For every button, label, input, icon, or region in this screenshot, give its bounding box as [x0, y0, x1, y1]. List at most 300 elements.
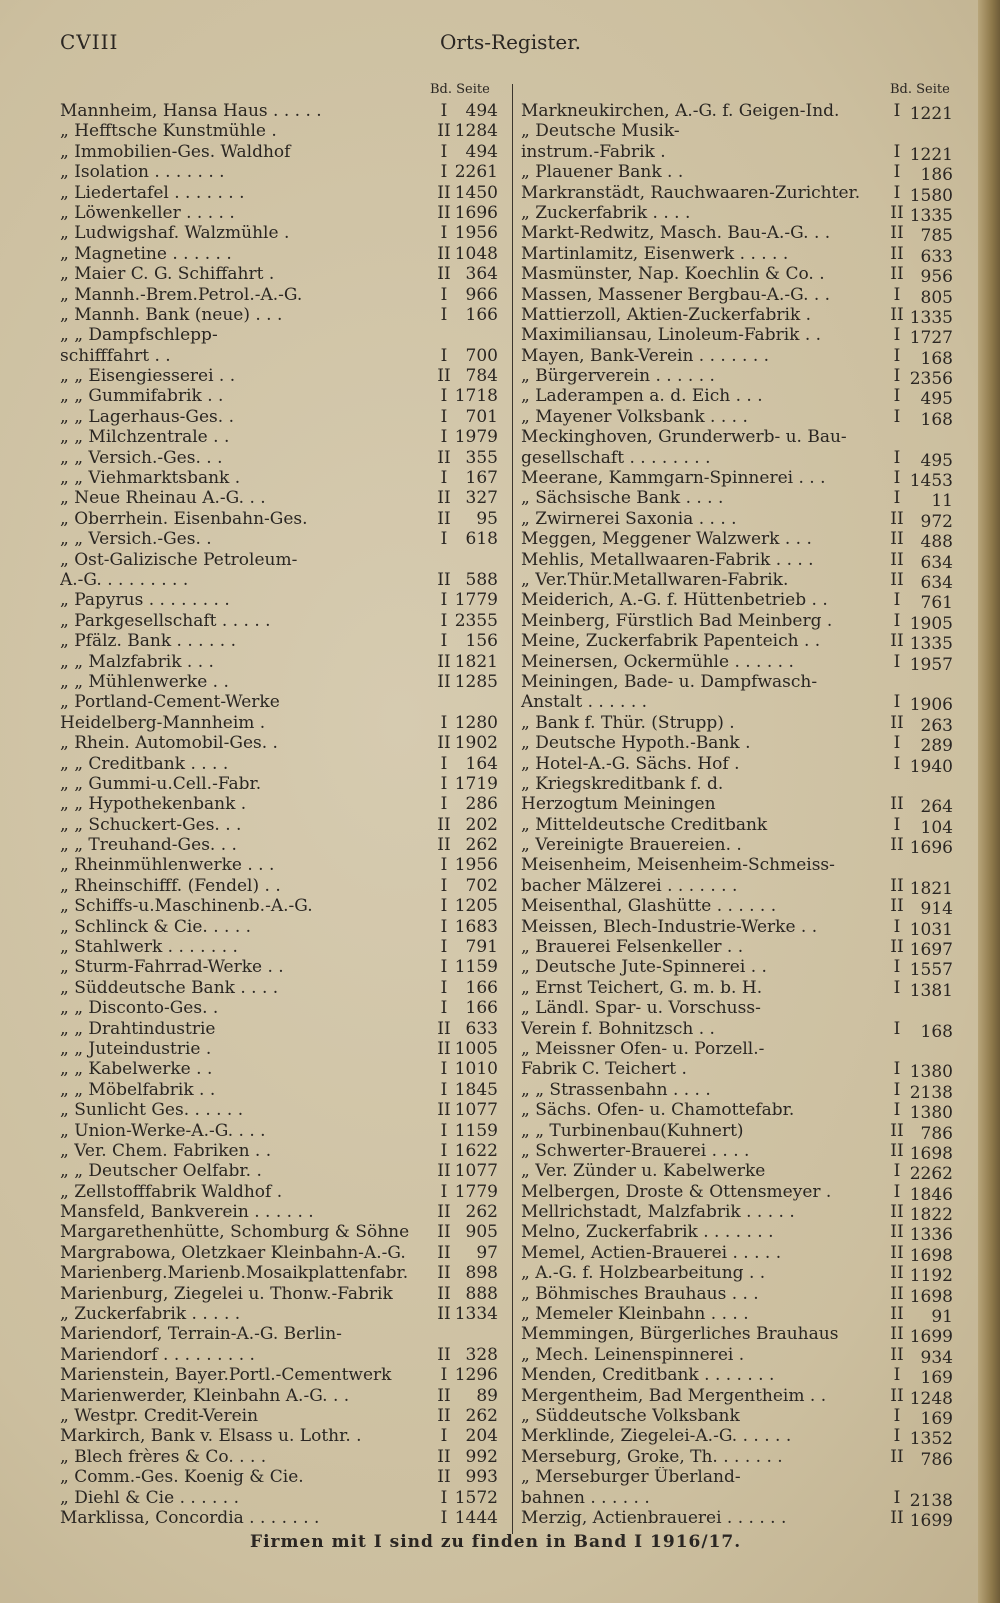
- index-entry: [60, 468, 500, 488]
- entry-volume: I: [893, 814, 901, 835]
- entry-page: 1336: [909, 1225, 953, 1246]
- entry-page: 805: [920, 287, 953, 308]
- entry-name: Marienstein, Bayer.Portl.-Cementwerk: [60, 1365, 392, 1386]
- entry-name: „ Portland-Cement-Werke: [60, 692, 280, 713]
- index-entry: [521, 916, 961, 940]
- entry-volume: II: [890, 1263, 904, 1284]
- entry-volume: I: [893, 1059, 901, 1080]
- entry-name: „ „ Lagerhaus-Ges. .: [60, 406, 234, 427]
- entry-volume: II: [437, 1283, 451, 1304]
- entry-volume: II: [890, 1324, 904, 1345]
- entry-page: 1380: [909, 1103, 953, 1124]
- entry-volume: II: [437, 1344, 451, 1365]
- index-entry: [60, 1284, 500, 1304]
- index-entry: [521, 1304, 961, 1328]
- page-edge-shadow: [978, 0, 1000, 1603]
- entry-page: 495: [920, 389, 953, 410]
- index-entry: [60, 1508, 500, 1528]
- entry-name: „ Mannh. Bank (neue) . . .: [60, 304, 283, 325]
- entry-volume: I: [440, 753, 448, 774]
- entry-page: 2261: [454, 162, 498, 183]
- page-number: CVIII: [60, 30, 119, 54]
- entry-volume: II: [437, 1467, 451, 1488]
- entry-name: „ Bürgerverein . . . . . .: [521, 366, 715, 387]
- entry-name: „ Deutsche Musik-: [521, 121, 680, 142]
- entry-page: 992: [465, 1446, 498, 1467]
- index-entry: [60, 652, 500, 672]
- entry-volume: I: [440, 916, 448, 937]
- entry-name: „ Zuckerfabrik . . . . .: [60, 1304, 241, 1325]
- entry-volume: II: [437, 1446, 451, 1467]
- entry-name: „ „ Viehmarktsbank .: [60, 468, 241, 489]
- entry-name: „ Oberrhein. Eisenbahn-Ges.: [60, 508, 308, 529]
- entry-page: 91: [931, 1307, 953, 1328]
- index-entry: [60, 1222, 500, 1242]
- index-entry: [60, 1365, 500, 1385]
- entry-name: „ „ Dampfschlepp-: [60, 325, 218, 346]
- entry-page: 1719: [454, 773, 498, 794]
- entry-volume: I: [893, 468, 901, 489]
- index-entry: [521, 937, 961, 961]
- index-entry: [521, 692, 961, 716]
- entry-page: 1822: [909, 1205, 953, 1226]
- entry-volume: II: [437, 508, 451, 529]
- left-column: [60, 101, 500, 1528]
- index-entry: [521, 774, 961, 794]
- entry-page: 966: [465, 284, 498, 305]
- index-entry: [521, 1100, 961, 1124]
- entry-page: 1285: [454, 671, 498, 692]
- entry-name: „ „ Hypothekenbank .: [60, 794, 247, 815]
- entry-name: Herzogtum Meiningen: [521, 794, 716, 815]
- entry-name: Meiningen, Bade- u. Dampfwasch-: [521, 671, 818, 692]
- entry-page: 289: [920, 736, 953, 757]
- entry-volume: I: [893, 692, 901, 713]
- index-entry: [60, 121, 500, 141]
- entry-page: 1077: [454, 1161, 498, 1182]
- entry-name: Fabrik C. Teichert .: [521, 1059, 687, 1080]
- entry-volume: I: [893, 957, 901, 978]
- entry-name: Merklinde, Ziegelei-A.-G. . . . . .: [521, 1426, 792, 1447]
- entry-page: 1557: [909, 960, 953, 981]
- index-entry: [60, 1386, 500, 1406]
- entry-name: „ Rheinschifff. (Fendel) . .: [60, 875, 281, 896]
- index-entry: [60, 142, 500, 162]
- entry-page: 618: [465, 529, 498, 550]
- entry-volume: II: [890, 1242, 904, 1263]
- entry-name: Mellrichstadt, Malzfabrik . . . . .: [521, 1202, 795, 1223]
- entry-name: Markneukirchen, A.-G. f. Geigen-Ind.: [521, 101, 840, 121]
- entry-name: „ Stahlwerk . . . . . . .: [60, 937, 238, 958]
- entry-volume: II: [890, 202, 904, 223]
- entry-volume: I: [440, 1120, 448, 1141]
- entry-page: 2262: [909, 1164, 953, 1185]
- entry-volume: II: [890, 875, 904, 896]
- entry-volume: II: [890, 937, 904, 958]
- entry-name: Merzig, Actienbrauerei . . . . . .: [521, 1507, 787, 1528]
- entry-name: gesellschaft . . . . . . . .: [521, 447, 711, 468]
- entry-page: 2138: [909, 1082, 953, 1103]
- entry-volume: II: [437, 1100, 451, 1121]
- entry-volume: II: [890, 1283, 904, 1304]
- index-entry: [521, 264, 961, 288]
- index-entry: [521, 672, 961, 692]
- entry-volume: I: [893, 651, 901, 672]
- entry-volume: II: [890, 1385, 904, 1406]
- entry-volume: I: [440, 957, 448, 978]
- entry-volume: II: [437, 569, 451, 590]
- entry-volume: II: [890, 549, 904, 570]
- entry-volume: II: [890, 1304, 904, 1325]
- entry-page: 168: [920, 1021, 953, 1042]
- index-entry: [521, 447, 961, 471]
- entry-volume: II: [437, 264, 451, 285]
- index-entry: [60, 1467, 500, 1487]
- index-entry: [521, 284, 961, 308]
- index-entry: [521, 977, 961, 1001]
- entry-name: Meisenthal, Glashütte . . . . . .: [521, 896, 777, 917]
- entry-page: 634: [920, 572, 953, 593]
- page-title: Orts-Register.: [440, 30, 581, 54]
- column-divider: [512, 84, 513, 1534]
- entry-name: „ Schwerter-Brauerei . . . .: [521, 1140, 750, 1161]
- entry-page: 634: [920, 552, 953, 573]
- entry-volume: I: [893, 1100, 901, 1121]
- entry-volume: II: [890, 1446, 904, 1467]
- index-entry: [60, 305, 500, 325]
- entry-volume: II: [437, 202, 451, 223]
- entry-name: „ Sunlicht Ges. . . . . .: [60, 1100, 244, 1121]
- entry-volume: I: [440, 794, 448, 815]
- entry-volume: I: [440, 896, 448, 917]
- entry-name: „ Isolation . . . . . . .: [60, 162, 225, 183]
- entry-name: Marienwerder, Kleinbahn A.-G. . .: [60, 1385, 350, 1406]
- entry-name: Mannheim, Hansa Haus . . . . .: [60, 101, 322, 121]
- entry-page: 1698: [909, 1286, 953, 1307]
- entry-name: „ Mech. Leinenspinnerei .: [521, 1344, 745, 1365]
- entry-name: Meinersen, Ockermühle . . . . . .: [521, 651, 794, 672]
- entry-volume: I: [440, 223, 448, 244]
- index-entry: [60, 978, 500, 998]
- entry-name: Marklissa, Concordia . . . . . . .: [60, 1507, 320, 1528]
- entry-page: 1940: [909, 756, 953, 777]
- entry-page: 784: [465, 366, 498, 387]
- entry-name: Menden, Creditbank . . . . . . .: [521, 1365, 775, 1386]
- entry-name: „ Rheinmühlenwerke . . .: [60, 855, 275, 876]
- index-entry: [60, 1202, 500, 1222]
- entry-name: „ Ernst Teichert, G. m. b. H.: [521, 977, 763, 998]
- index-entry: [521, 712, 961, 736]
- entry-page: 993: [465, 1467, 498, 1488]
- entry-page: 1697: [909, 940, 953, 961]
- entry-volume: I: [893, 1406, 901, 1426]
- entry-name: „ „ Gummifabrik . .: [60, 386, 224, 407]
- index-entry: [521, 549, 961, 573]
- entry-page: 1979: [454, 427, 498, 448]
- page-header: [0, 30, 1000, 58]
- entry-page: 1450: [454, 182, 498, 203]
- entry-volume: II: [890, 835, 904, 856]
- index-entry: [521, 1059, 961, 1083]
- index-entry: [60, 488, 500, 508]
- index-entry: [521, 427, 961, 447]
- index-entry: [521, 1385, 961, 1409]
- entry-page: 1077: [454, 1100, 498, 1121]
- right-column: [521, 101, 961, 1531]
- entry-page: 1846: [909, 1184, 953, 1205]
- entry-name: Meinberg, Fürstlich Bad Meinberg .: [521, 610, 833, 631]
- index-entry: [521, 366, 961, 390]
- entry-volume: I: [893, 590, 901, 611]
- entry-page: 1221: [909, 104, 953, 124]
- entry-name: „ Rhein. Automobil-Ges. .: [60, 733, 278, 754]
- entry-name: „ „ Deutscher Oelfabr. .: [60, 1161, 262, 1182]
- index-entry: [60, 835, 500, 855]
- entry-page: 785: [920, 226, 953, 247]
- entry-name: Heidelberg-Mannheim .: [60, 712, 266, 733]
- index-entry: [521, 1140, 961, 1164]
- entry-name: „ „ Schuckert-Ges. . .: [60, 814, 242, 835]
- index-entry: [60, 162, 500, 182]
- entry-volume: I: [893, 1079, 901, 1100]
- entry-page: 1381: [909, 980, 953, 1001]
- index-entry: [521, 998, 961, 1018]
- index-entry: [521, 406, 961, 430]
- entry-name: „ Maier C. G. Schiffahrt .: [60, 264, 275, 285]
- entry-name: Mansfeld, Bankverein . . . . . .: [60, 1202, 314, 1223]
- entry-page: 1699: [909, 1327, 953, 1348]
- index-entry: [60, 386, 500, 406]
- entry-volume: II: [890, 1507, 904, 1528]
- index-entry: [521, 223, 961, 247]
- index-entry: [521, 1446, 961, 1470]
- entry-name: „ Liedertafel . . . . . . .: [60, 182, 245, 203]
- index-entry: [521, 1120, 961, 1144]
- entry-page: 1683: [454, 916, 498, 937]
- entry-volume: II: [437, 243, 451, 264]
- entry-name: „ Kriegskreditbank f. d.: [521, 773, 724, 794]
- index-entry: [521, 162, 961, 186]
- entry-page: 1821: [454, 651, 498, 672]
- entry-volume: I: [440, 345, 448, 366]
- entry-name: „ Schlinck & Cie. . . . .: [60, 916, 252, 937]
- entry-name: „ Mannh.-Brem.Petrol.-A.-G.: [60, 284, 303, 305]
- entry-volume: II: [890, 508, 904, 529]
- entry-name: „ Merseburger Überland-: [521, 1467, 741, 1488]
- entry-page: 786: [920, 1123, 953, 1144]
- index-entry: [60, 1059, 500, 1079]
- entry-volume: II: [437, 1385, 451, 1406]
- entry-name: A.-G. . . . . . . . .: [60, 569, 189, 590]
- entry-volume: I: [440, 1426, 448, 1447]
- index-entry: [60, 876, 500, 896]
- entry-page: 2138: [909, 1490, 953, 1511]
- entry-volume: II: [890, 1202, 904, 1223]
- index-entry: [60, 774, 500, 794]
- entry-name: „ „ Disconto-Ges. .: [60, 998, 219, 1019]
- entry-name: Mehlis, Metallwaaren-Fabrik . . . .: [521, 549, 814, 570]
- index-entry: [60, 448, 500, 468]
- index-entry: [521, 733, 961, 757]
- entry-name: „ Ländl. Spar- u. Vorschuss-: [521, 998, 761, 1019]
- entry-page: 1622: [454, 1140, 498, 1161]
- entry-volume: I: [440, 529, 448, 550]
- entry-page: 1005: [454, 1038, 498, 1059]
- entry-page: 95: [476, 508, 498, 529]
- entry-page: 888: [465, 1283, 498, 1304]
- entry-page: 166: [465, 977, 498, 998]
- entry-name: „ „ Strassenbahn . . . .: [521, 1079, 711, 1100]
- entry-page: 1334: [454, 1304, 498, 1325]
- index-entry: [60, 937, 500, 957]
- index-entry: [60, 427, 500, 447]
- index-entry: [521, 325, 961, 349]
- entry-volume: II: [890, 264, 904, 285]
- entry-name: „ Sturm-Fahrrad-Werke . .: [60, 957, 284, 978]
- entry-name: „ Papyrus . . . . . . . .: [60, 590, 230, 611]
- index-entry: [60, 223, 500, 243]
- entry-volume: II: [890, 569, 904, 590]
- entry-name: „ Comm.-Ges. Koenig & Cie.: [60, 1467, 304, 1488]
- index-entry: [60, 672, 500, 692]
- entry-volume: I: [893, 141, 901, 162]
- entry-volume: II: [437, 814, 451, 835]
- entry-page: 1192: [909, 1266, 953, 1287]
- entry-page: 1380: [909, 1062, 953, 1083]
- entry-name: „ Ver.Thür.Metallwaren-Fabrik.: [521, 569, 789, 590]
- entry-page: 1845: [454, 1079, 498, 1100]
- entry-name: Memmingen, Bürgerliches Brauhaus: [521, 1324, 839, 1345]
- entry-volume: II: [890, 896, 904, 917]
- entry-name: „ Immobilien-Ges. Waldhof: [60, 141, 291, 162]
- index-entry: [60, 264, 500, 284]
- entry-name: Margrabowa, Oletzkaer Kleinbahn-A.-G.: [60, 1242, 406, 1263]
- left-column-head-label: Bd. Seite: [430, 82, 490, 97]
- entry-page: 169: [920, 1368, 953, 1389]
- index-entry: [521, 896, 961, 920]
- index-entry: [521, 508, 961, 532]
- index-entry: [521, 855, 961, 875]
- index-entry: [521, 590, 961, 614]
- entry-volume: I: [440, 162, 448, 183]
- index-entry: [60, 896, 500, 916]
- entry-page: 956: [920, 267, 953, 288]
- entry-name: Marienburg, Ziegelei u. Thonw.-Fabrik: [60, 1283, 393, 1304]
- index-entry: [60, 1488, 500, 1508]
- entry-name: „ Ver. Zünder u. Kabelwerke: [521, 1161, 766, 1182]
- entry-volume: I: [893, 977, 901, 998]
- index-entry: [60, 529, 500, 549]
- index-entry: [60, 692, 500, 712]
- entry-name: „ Deutsche Jute-Spinnerei . .: [521, 957, 767, 978]
- entry-page: 495: [920, 450, 953, 471]
- entry-name: Maximiliansau, Linoleum-Fabrik . .: [521, 325, 822, 346]
- entry-name: Meggen, Meggener Walzwerk . . .: [521, 529, 812, 550]
- index-entry: [521, 610, 961, 634]
- entry-volume: II: [437, 1222, 451, 1243]
- entry-name: „ „ Mühlenwerke . .: [60, 671, 229, 692]
- entry-name: „ Schiffs-u.Maschinenb.-A.-G.: [60, 896, 313, 917]
- entry-name: Massen, Massener Bergbau-A.-G. . .: [521, 284, 831, 305]
- entry-page: 1699: [909, 1510, 953, 1531]
- entry-name: „ „ Turbinenbau(Kuhnert): [521, 1120, 744, 1141]
- index-entry: [60, 407, 500, 427]
- entry-page: 701: [465, 406, 498, 427]
- entry-volume: I: [440, 610, 448, 631]
- entry-name: „ Laderampen a. d. Eich . . .: [521, 386, 763, 407]
- entry-name: „ „ Malzfabrik . . .: [60, 651, 214, 672]
- index-entry: [521, 202, 961, 226]
- index-entry: [60, 346, 500, 366]
- entry-page: 89: [476, 1385, 498, 1406]
- entry-volume: I: [440, 977, 448, 998]
- entry-page: 168: [920, 348, 953, 369]
- entry-page: 1727: [909, 328, 953, 349]
- index-entry: [521, 345, 961, 369]
- entry-volume: I: [893, 1181, 901, 1202]
- entry-page: 164: [465, 753, 498, 774]
- index-entry: [60, 1182, 500, 1202]
- index-entry: [521, 875, 961, 899]
- entry-page: 1902: [454, 733, 498, 754]
- entry-page: 494: [465, 141, 498, 162]
- index-entry: [521, 1365, 961, 1389]
- entry-name: Markt-Redwitz, Masch. Bau-A.-G. . .: [521, 223, 831, 244]
- entry-page: 1779: [454, 1181, 498, 1202]
- entry-page: 1248: [909, 1388, 953, 1409]
- entry-page: 1698: [909, 1143, 953, 1164]
- entry-name: Meiderich, A.-G. f. Hüttenbetrieb . .: [521, 590, 828, 611]
- index-entry: [60, 183, 500, 203]
- entry-name: „ „ Möbelfabrik . .: [60, 1079, 216, 1100]
- entry-volume: I: [893, 916, 901, 937]
- index-entry: [521, 101, 961, 124]
- entry-volume: I: [893, 386, 901, 407]
- entry-volume: I: [893, 101, 901, 121]
- entry-page: 1821: [909, 878, 953, 899]
- index-entry: [521, 794, 961, 818]
- entry-name: „ Mitteldeutsche Creditbank: [521, 814, 768, 835]
- index-entry: [521, 631, 961, 655]
- entry-page: 1905: [909, 613, 953, 634]
- entry-volume: I: [440, 998, 448, 1019]
- entry-name: „ Ludwigshaf. Walzmühle .: [60, 223, 290, 244]
- entry-name: Mariendorf . . . . . . . . .: [60, 1344, 255, 1365]
- entry-page: 104: [920, 817, 953, 838]
- entry-name: „ Meissner Ofen- u. Porzell.-: [521, 1038, 765, 1059]
- entry-page: 1010: [454, 1059, 498, 1080]
- index-entry: [60, 366, 500, 386]
- index-entry: [521, 957, 961, 981]
- entry-name: „ „ Eisengiesserei . .: [60, 366, 236, 387]
- entry-name: „ Memeler Kleinbahn . . . .: [521, 1304, 749, 1325]
- index-entry: [60, 285, 500, 305]
- entry-name: Meckinghoven, Grunderwerb- u. Bau-: [521, 427, 847, 448]
- entry-name: Melbergen, Droste & Ottensmeyer .: [521, 1181, 832, 1202]
- index-entry: [521, 1018, 961, 1042]
- entry-name: schifffahrt . .: [60, 345, 171, 366]
- entry-name: „ Böhmisches Brauhaus . . .: [521, 1283, 759, 1304]
- entry-page: 633: [465, 1018, 498, 1039]
- entry-name: instrum.-Fabrik .: [521, 141, 666, 162]
- entry-name: „ „ Creditbank . . . .: [60, 753, 229, 774]
- entry-name: „ Süddeutsche Bank . . . .: [60, 977, 279, 998]
- entry-volume: II: [437, 488, 451, 509]
- index-entry: [60, 794, 500, 814]
- entry-name: „ „ Versich.-Ges. . .: [60, 447, 223, 468]
- entry-volume: II: [890, 712, 904, 733]
- index-entry: [60, 1100, 500, 1120]
